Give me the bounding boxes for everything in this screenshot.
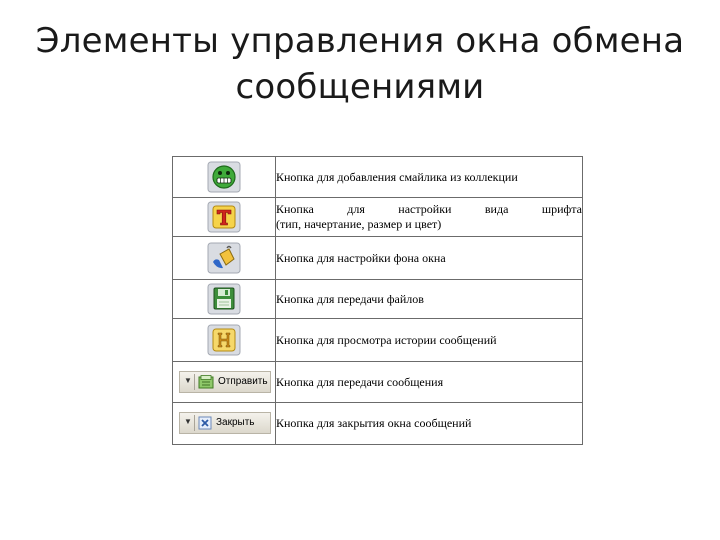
table-row [173,403,583,445]
send-button-label: Отправить [218,376,268,387]
slide-title [0,18,720,110]
controls-table [172,156,583,445]
slide-title-line1: Элементы управления окна обмена [35,21,685,61]
row-description: Кнопка для закрытия окна сообщений [276,403,583,445]
row-description: Кнопка для настройки фона окна [276,237,583,280]
table-row [173,319,583,362]
row-description [276,198,583,237]
close-button[interactable] [179,412,271,434]
row-description-line1: Кнопка для настройки вида шрифта [276,202,582,216]
icon-cell [173,403,276,445]
icon-cell [173,157,276,198]
row-description: Кнопка для добавления смайлика из коллекции [276,157,583,198]
row-description-line2: (тип, начертание, размер и цвет) [276,217,442,231]
table-row [173,280,583,319]
send-button[interactable] [179,371,271,393]
close-button-label: Закрыть [216,417,255,428]
icon-cell [173,280,276,319]
dropdown-arrow-icon[interactable]: ▼ [184,417,192,426]
paint-bucket-icon[interactable] [207,242,241,274]
dropdown-arrow-icon[interactable]: ▼ [184,376,192,385]
table-row [173,198,583,237]
table-row [173,157,583,198]
table-row [173,362,583,403]
history-h-icon[interactable] [207,324,241,356]
smiley-icon[interactable] [207,161,241,193]
icon-cell [173,198,276,237]
table-row [173,237,583,280]
close-x-icon [198,416,212,430]
row-description: Кнопка для передачи сообщения [276,362,583,403]
send-icon [198,375,214,389]
row-description: Кнопка для просмотра истории сообщений [276,319,583,362]
icon-cell [173,362,276,403]
font-t-icon[interactable] [207,201,241,233]
toolbar-separator [194,374,195,390]
toolbar-separator [194,415,195,431]
icon-cell [173,319,276,362]
icon-cell [173,237,276,280]
floppy-disk-icon[interactable] [207,283,241,315]
row-description: Кнопка для передачи файлов [276,280,583,319]
slide-title-line2: сообщениями [235,67,485,107]
